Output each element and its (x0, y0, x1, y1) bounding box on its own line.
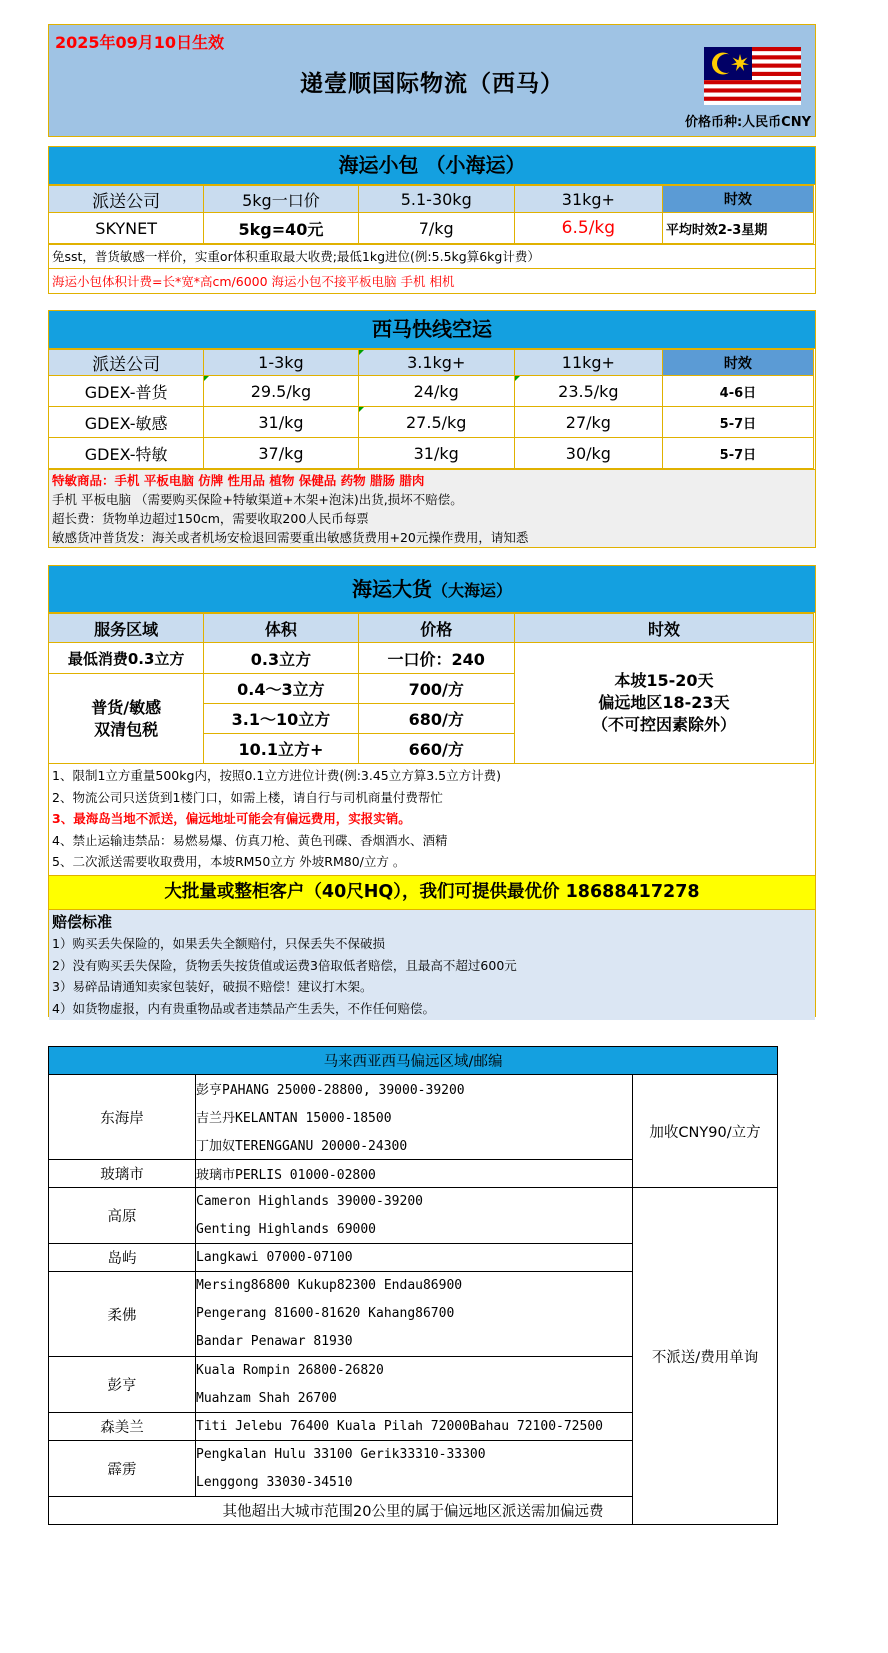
sea-big-note: 4、禁止运输违禁品：易燃易爆、仿真刀枪、黄色刊碟、香烟酒水、酒精 (52, 832, 448, 848)
currency-note: 价格币种:人民币CNY (684, 115, 811, 130)
sea-small-title: 海运小包 （小海运） (49, 147, 815, 185)
air-time: 5-7日 (662, 407, 813, 438)
region-label: 森美兰 (49, 1413, 196, 1441)
remote-footer: 其他超出大城市范围20公里的属于偏远地区派送需加偏远费 (49, 1497, 778, 1525)
air-time: 4-6日 (662, 376, 813, 407)
air-company: GDEX-特敏 (49, 438, 204, 469)
area-label: 普货/敏感 (91, 697, 162, 717)
company-cell: SKYNET (49, 213, 204, 244)
postcode-line: Lenggong 33030-34510 (196, 1469, 633, 1497)
fee-no-delivery: 不派送/费用单询 (633, 1188, 778, 1525)
postcode-line: Langkawi 07000-07100 (196, 1244, 633, 1272)
air-price: 23.5/kg (514, 376, 662, 407)
big-time-line: 偏远地区18-23天 (598, 693, 730, 712)
avg-time: 平均时效2-3星期 (662, 213, 813, 244)
postcode-line: Kuala Rompin 26800-26820 (196, 1357, 633, 1385)
big-col-time: 时效 (514, 614, 813, 643)
sea-big-title (49, 566, 815, 613)
bulk-promo: 大批量或整柜客户（40尺HQ），我们可提供最优价 18688417278 (49, 875, 815, 910)
remote-title: 马来西亚西马偏远区域/邮编 (49, 1047, 778, 1075)
sea-big-title-main: 海运大货 (351, 577, 432, 601)
air-col-1: 1-3kg (204, 350, 358, 376)
air-company: GDEX-普货 (49, 376, 204, 407)
mid-price: 7/kg (358, 213, 514, 244)
air-price: 29.5/kg (204, 376, 358, 407)
sea-big-note: 3、最海岛当地不派送，偏远地址可能会有偏远费用，实报实销。 (52, 811, 411, 826)
compensation-title: 赔偿标准 (52, 913, 113, 931)
air-title: 西马快线空运 (49, 311, 815, 349)
area-cell (49, 674, 204, 764)
air-price: 27.5/kg (358, 407, 514, 438)
big-col-area: 服务区域 (49, 614, 204, 643)
area-label: 双清包税 (94, 719, 159, 739)
air-price: 31/kg (204, 407, 358, 438)
air-price: 24/kg (358, 376, 514, 407)
malaysia-flag-icon (704, 47, 801, 105)
air-col-2: 3.1kg+ (358, 350, 514, 376)
remote-area-table (48, 1046, 778, 1525)
col-flat: 5kg一口价 (204, 186, 358, 213)
air-time: 5-7日 (662, 438, 813, 469)
postcode-line: Pengkalan Hulu 33100 Gerik33310-33300 (196, 1441, 633, 1469)
air-price: 37/kg (204, 438, 358, 469)
heavy-price: 6.5/kg (514, 213, 662, 244)
big-time-line: 本坡15-20天 (614, 671, 714, 690)
effective-date: 2025年09月10日生效 (55, 33, 225, 52)
air-note: 特敏商品：手机 平板电脑 仿牌 性用品 植物 保健品 药物 腊肠 腊肉 (52, 473, 425, 488)
compensation-item: 3）易碎品请通知卖家包装好，破损不赔偿！建议打木架。 (52, 979, 373, 994)
big-price: 一口价：240 (358, 643, 514, 674)
sea-big-note: 5、二次派送需要收取费用，本坡RM50立方 外坡RM80/立方 。 (52, 854, 406, 869)
air-section (48, 310, 816, 548)
compensation-item: 2）没有购买丢失保险，货物丢失按货值或运费3倍取低者赔偿，且最高不超过600元 (52, 957, 517, 973)
big-price: 660/方 (358, 734, 514, 764)
postcode-line: 丁加奴TERENGGANU 20000-24300 (196, 1131, 633, 1160)
postcode-line: 彭亨PAHANG 25000-28800, 39000-39200 (196, 1075, 633, 1103)
min-charge: 最低消费0.3立方 (49, 643, 204, 674)
big-time-line: （不可控因素除外） (591, 715, 736, 734)
air-note: 敏感货冲普货发：海关或者机场安检退回需要重出敏感货费用+20元操作费用，请知悉 (52, 530, 529, 545)
header-banner (48, 24, 816, 137)
sea-big-note: 1、限制1立方重量500kg内，按照0.1立方进位计费(例:3.45立方算3.5立方计费) (52, 768, 501, 783)
postcode-line: Pengerang 81600-81620 Kahang86700 (196, 1300, 633, 1328)
air-notes (49, 469, 815, 547)
air-note: 手机 平板电脑 （需要购买保险+特敏渠道+木架+泡沫)出货,损坏不赔偿。 (52, 492, 463, 507)
region-label: 彭亨 (49, 1357, 196, 1413)
compensation-section (49, 910, 815, 1020)
col-time: 时效 (662, 186, 813, 213)
big-time-cell (514, 643, 813, 764)
sea-big-title-sub: （大海运） (431, 581, 512, 600)
region-label: 玻璃市 (49, 1160, 196, 1188)
flat-price: 5kg=40元 (204, 213, 358, 244)
big-col-price: 价格 (358, 614, 514, 643)
air-col-company: 派送公司 (49, 350, 204, 376)
sea-small-volume-note: 海运小包体积计费=长*宽*高cm/6000 海运小包不接平板电脑 手机 相机 (49, 268, 815, 293)
fee-surcharge: 加收CNY90/立方 (633, 1075, 778, 1188)
region-label: 东海岸 (49, 1075, 196, 1160)
air-col-time: 时效 (662, 350, 813, 376)
air-col-3: 11kg+ (514, 350, 662, 376)
region-label: 柔佛 (49, 1272, 196, 1357)
region-label: 霹雳 (49, 1441, 196, 1497)
big-volume: 3.1～10立方 (204, 704, 358, 734)
big-volume: 0.3立方 (204, 643, 358, 674)
big-price: 700/方 (358, 674, 514, 704)
big-volume: 10.1立方+ (204, 734, 358, 764)
region-label: 高原 (49, 1188, 196, 1244)
big-volume: 0.4～3立方 (204, 674, 358, 704)
region-label: 岛屿 (49, 1244, 196, 1272)
postcode-line: 吉兰丹KELANTAN 15000-18500 (196, 1103, 633, 1131)
col-mid: 5.1-30kg (358, 186, 514, 213)
air-note: 超长费：货物单边超过150cm，需要收取200人民币每票 (52, 511, 369, 526)
col-heavy: 31kg+ (514, 186, 662, 213)
compensation-item: 1）购买丢失保险的，如果丢失全额赔付，只保丢失不保破损 (52, 936, 385, 951)
sea-big-section (48, 565, 816, 1017)
postcode-line: Mersing86800 Kukup82300 Endau86900 (196, 1272, 633, 1300)
postcode-line: Genting Highlands 69000 (196, 1216, 633, 1244)
sea-big-notes (49, 764, 815, 875)
air-price: 30/kg (514, 438, 662, 469)
col-company: 派送公司 (49, 186, 204, 213)
air-price: 31/kg (358, 438, 514, 469)
postcode-line: Muahzam Shah 26700 (196, 1385, 633, 1413)
postcode-line: 玻璃市PERLIS 01000-02800 (196, 1160, 633, 1188)
big-price: 680/方 (358, 704, 514, 734)
postcode-line: Bandar Penawar 81930 (196, 1328, 633, 1357)
sea-big-note: 2、物流公司只送货到1楼门口，如需上楼，请自行与司机商量付费帮忙 (52, 789, 443, 805)
air-price: 27/kg (514, 407, 662, 438)
air-company: GDEX-敏感 (49, 407, 204, 438)
sea-small-note: 免sst，普货敏感一样价，实重or体积重取最大收费;最低1kg进位(例:5.5kg算6kg计费） (49, 244, 815, 268)
postcode-line: Cameron Highlands 39000-39200 (196, 1188, 633, 1216)
sea-small-section (48, 146, 816, 294)
big-col-volume: 体积 (204, 614, 358, 643)
postcode-line: Titi Jelebu 76400 Kuala Pilah 72000Bahau 72100-72500 (196, 1413, 633, 1441)
page-title: 递壹顺国际物流（西马） (300, 71, 564, 97)
compensation-item: 4）如货物虚报，内有贵重物品或者违禁品产生丢失，不作任何赔偿。 (52, 1000, 435, 1016)
